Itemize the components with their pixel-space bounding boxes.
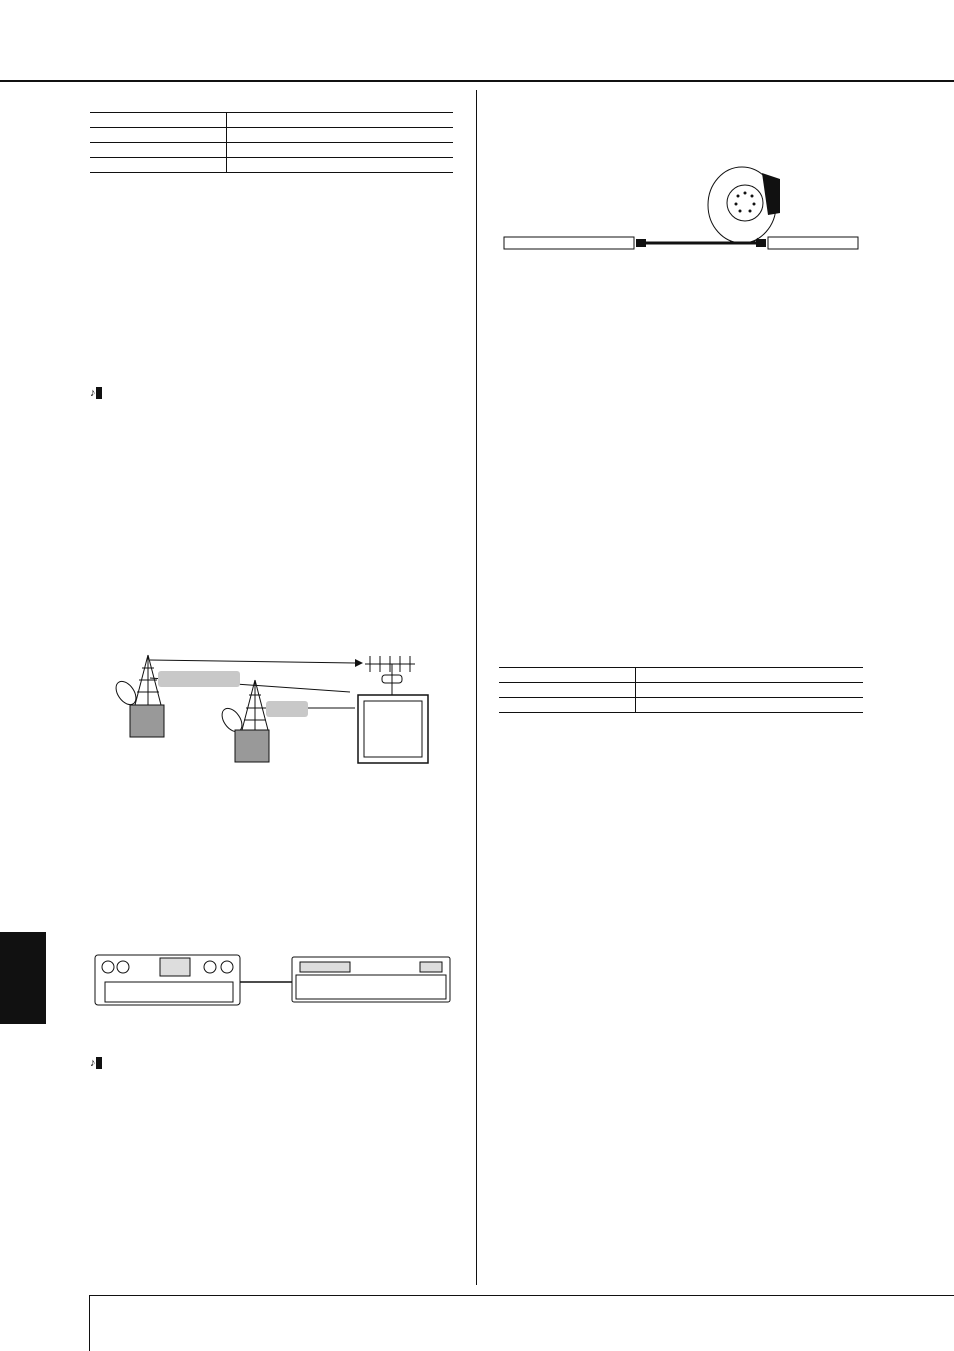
footer-divider: [89, 1295, 90, 1351]
left-header-box: [504, 237, 634, 249]
column-divider: [476, 90, 477, 1285]
antenna-tower-icon: [242, 680, 268, 730]
table-row: [90, 158, 453, 173]
keyboard-connection-diagram: [90, 952, 455, 1027]
table-row: [90, 128, 453, 143]
broadcast-line-1: [150, 660, 355, 663]
table-header-row: [499, 668, 863, 683]
receive-keyboard-icon: [292, 957, 450, 1002]
right-header-box: [768, 237, 858, 249]
station-2-box: [235, 730, 269, 762]
transmit-keyboard-icon: [95, 955, 240, 1005]
midi-connector-icon: [708, 167, 780, 244]
note-icon: ♪: [90, 387, 96, 399]
note-badge-1: [90, 383, 102, 401]
message-table-1: [90, 112, 453, 173]
footer-rule: [90, 1295, 954, 1296]
table-row: [90, 143, 453, 158]
table-row: [499, 683, 863, 698]
antenna-tower-icon: [135, 655, 161, 705]
weather-report-tag: [158, 671, 240, 687]
sequencer-diagram: [500, 163, 862, 405]
table-row: [499, 698, 863, 713]
tv-screen: [364, 701, 422, 757]
side-tab-marker: [0, 932, 46, 1024]
tv-broadcast-diagram: [110, 650, 430, 775]
arrow-head-icon: [355, 659, 363, 667]
message-table-2: [499, 667, 863, 713]
header-rule: [0, 80, 954, 82]
note-icon: ♪: [90, 1057, 96, 1069]
station-1-box: [130, 705, 164, 737]
tv-antenna-icon: [365, 656, 415, 695]
news-tag: [266, 701, 308, 717]
table-header-row: [90, 113, 453, 128]
note-badge-2: [90, 1053, 102, 1071]
cable-plug-right: [756, 239, 766, 247]
cable-plug-left: [636, 239, 646, 247]
